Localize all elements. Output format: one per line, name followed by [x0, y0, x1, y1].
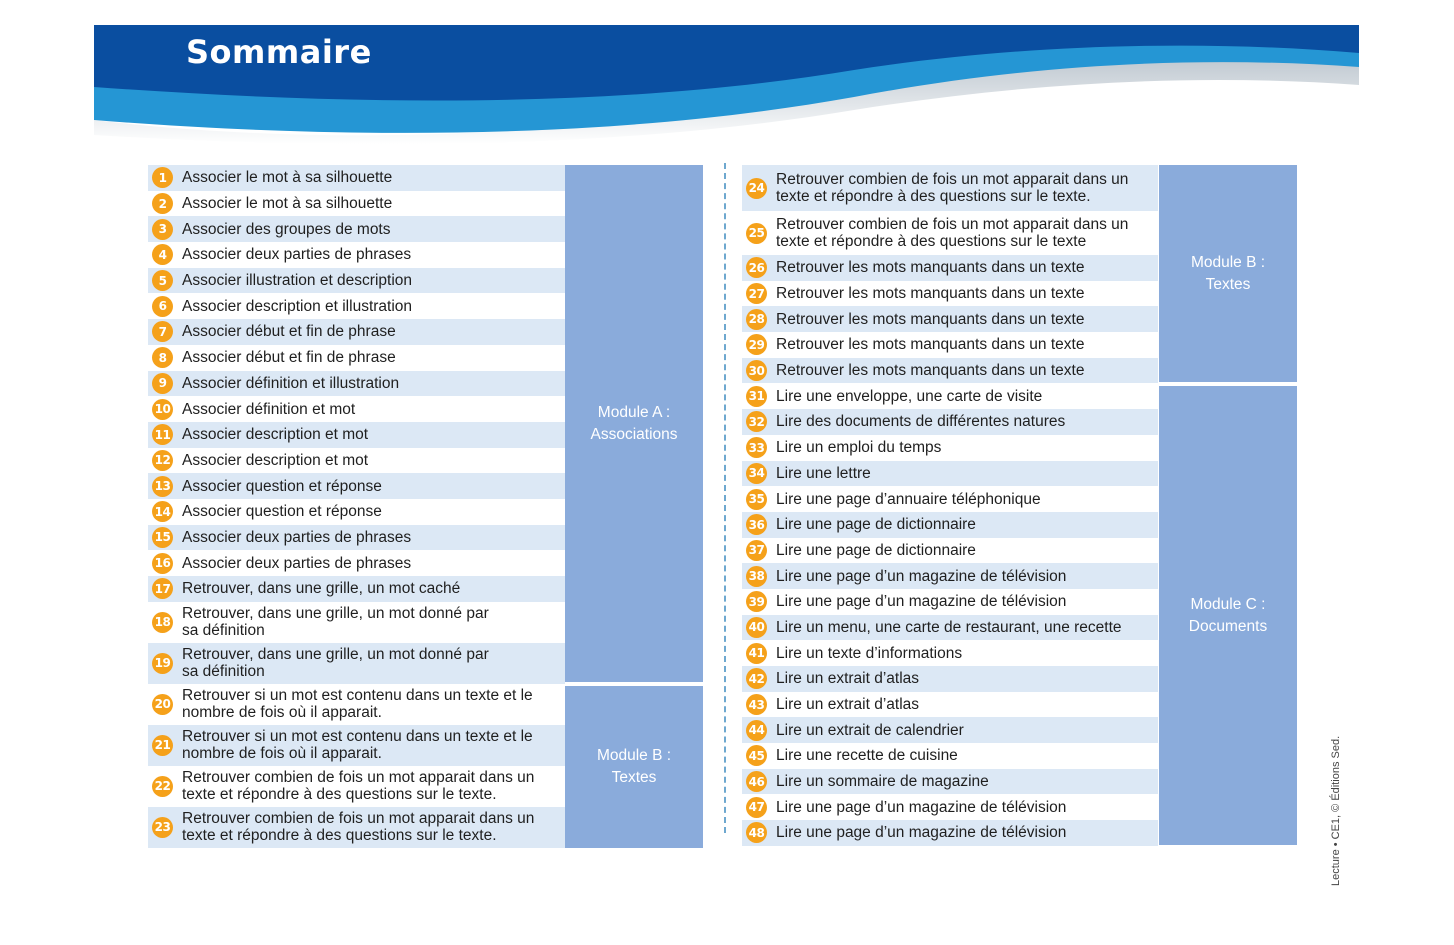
- toc-row: [742, 486, 1158, 512]
- toc-row: [742, 794, 1158, 820]
- item-title: Retrouver si un mot est contenu dans un texte et le nombre de fois où il apparait.: [182, 687, 533, 722]
- item-number-badge: 38: [746, 566, 767, 587]
- item-number-badge: 41: [746, 643, 767, 664]
- item-number-badge: 32: [746, 411, 767, 432]
- item-title: Lire des documents de différentes natures: [776, 413, 1066, 431]
- module-c-label: Module C : Documents: [1159, 386, 1297, 845]
- page-header-banner: [94, 25, 1359, 145]
- item-title: Lire un extrait d’atlas: [776, 670, 920, 688]
- toc-row: [742, 358, 1158, 384]
- item-title: Lire un extrait de calendrier: [776, 721, 964, 739]
- item-title: Retrouver combien de fois un mot apparait dans un texte et répondre à des questions sur le texte.: [182, 769, 535, 804]
- item-title: Associer deux parties de phrases: [182, 246, 412, 264]
- item-number-badge: 34: [746, 463, 767, 484]
- module-a-label: Module A : Associations: [565, 165, 703, 682]
- toc-row: [742, 512, 1158, 538]
- item-title: Associer définition et mot: [182, 400, 356, 418]
- item-title: Retrouver combien de fois un mot apparait dans un texte et répondre à des questions sur le texte: [776, 216, 1129, 250]
- item-title: Lire une page d’un magazine de télévision: [776, 593, 1067, 611]
- item-title: Associer le mot à sa silhouette: [182, 169, 393, 187]
- item-number-badge: 30: [746, 360, 767, 381]
- toc-row: [148, 473, 565, 499]
- item-number-badge: 6: [152, 296, 173, 317]
- toc-row: [148, 550, 565, 576]
- toc-row: [148, 499, 565, 525]
- item-number-badge: 2: [152, 193, 173, 214]
- item-number-badge: 31: [746, 386, 767, 407]
- toc-row: [148, 448, 565, 474]
- item-number-badge: 4: [152, 244, 173, 265]
- toc-row: [148, 576, 565, 602]
- item-title: Associer début et fin de phrase: [182, 323, 396, 341]
- item-title: Associer description et mot: [182, 426, 369, 444]
- item-title: Associer deux parties de phrases: [182, 554, 412, 572]
- item-title: Associer description et mot: [182, 451, 369, 469]
- item-number-badge: 12: [152, 450, 173, 471]
- toc-row: [742, 743, 1158, 769]
- item-number-badge: 22: [152, 776, 173, 797]
- item-number-badge: 42: [746, 668, 767, 689]
- item-number-badge: 43: [746, 694, 767, 715]
- item-title: Lire une page de dictionnaire: [776, 541, 976, 559]
- toc-row: [742, 538, 1158, 564]
- toc-row: [742, 666, 1158, 692]
- item-title: Retrouver, dans une grille, un mot caché: [182, 580, 461, 598]
- item-number-badge: 16: [152, 553, 173, 574]
- item-title: Associer question et réponse: [182, 503, 382, 521]
- item-number-badge: 35: [746, 489, 767, 510]
- toc-row: [742, 281, 1158, 307]
- toc-row: [148, 422, 565, 448]
- toc-row: [742, 461, 1158, 487]
- toc-row: [148, 216, 565, 242]
- toc-row: [742, 820, 1158, 846]
- toc-row: [148, 319, 565, 345]
- toc-row: [742, 332, 1158, 358]
- toc-row: [148, 684, 565, 725]
- item-title: Associer question et réponse: [182, 477, 382, 495]
- toc-row: [742, 211, 1158, 255]
- toc-row: [742, 640, 1158, 666]
- toc-row: [742, 409, 1158, 435]
- toc-row: [148, 242, 565, 268]
- item-number-badge: 9: [152, 373, 173, 394]
- item-number-badge: 36: [746, 514, 767, 535]
- item-number-badge: 18: [152, 612, 173, 633]
- item-number-badge: 47: [746, 797, 767, 818]
- item-title: Lire un sommaire de magazine: [776, 773, 989, 791]
- item-title: Retrouver les mots manquants dans un texte: [776, 362, 1085, 380]
- module-b-left-label: Module B : Textes: [565, 686, 703, 848]
- item-number-badge: 14: [152, 501, 173, 522]
- toc-row: [148, 268, 565, 294]
- item-title: Retrouver, dans une grille, un mot donné par sa définition: [182, 605, 489, 640]
- item-number-badge: 7: [152, 321, 173, 342]
- item-title: Retrouver les mots manquants dans un texte: [776, 285, 1085, 303]
- toc-row: [148, 807, 565, 848]
- toc-row: [148, 725, 565, 766]
- toc-row: [742, 589, 1158, 615]
- item-number-badge: 13: [152, 476, 173, 497]
- item-title: Retrouver combien de fois un mot apparait dans un texte et répondre à des questions sur le texte.: [776, 171, 1129, 205]
- item-number-badge: 29: [746, 334, 767, 355]
- toc-row: [148, 345, 565, 371]
- item-number-badge: 1: [152, 167, 173, 188]
- item-title: Lire une page d’un magazine de télévision: [776, 567, 1067, 585]
- item-number-badge: 46: [746, 771, 767, 792]
- item-title: Associer des groupes de mots: [182, 220, 391, 238]
- toc-row: [148, 293, 565, 319]
- item-number-badge: 8: [152, 347, 173, 368]
- item-number-badge: 28: [746, 309, 767, 330]
- item-title: Lire une enveloppe, une carte de visite: [776, 387, 1043, 405]
- toc-row: [742, 165, 1158, 211]
- item-number-badge: 17: [152, 578, 173, 599]
- item-number-badge: 23: [152, 817, 173, 838]
- item-title: Lire une page de dictionnaire: [776, 516, 976, 534]
- toc-row: [148, 643, 565, 684]
- item-title: Associer le mot à sa silhouette: [182, 195, 393, 213]
- item-title: Retrouver les mots manquants dans un texte: [776, 336, 1085, 354]
- item-number-badge: 26: [746, 257, 767, 278]
- item-number-badge: 10: [152, 399, 173, 420]
- item-number-badge: 45: [746, 745, 767, 766]
- item-number-badge: 24: [746, 178, 767, 199]
- item-number-badge: 40: [746, 617, 767, 638]
- item-title: Lire une lettre: [776, 464, 871, 482]
- item-title: Retrouver les mots manquants dans un texte: [776, 259, 1085, 277]
- item-title: Associer description et illustration: [182, 297, 413, 315]
- item-number-badge: 37: [746, 540, 767, 561]
- toc-row: [742, 717, 1158, 743]
- item-title: Lire une page d’annuaire téléphonique: [776, 490, 1041, 508]
- column-divider: [724, 163, 726, 833]
- page-title: Sommaire: [186, 33, 372, 71]
- item-title: Lire un emploi du temps: [776, 439, 942, 457]
- toc-row: [742, 306, 1158, 332]
- item-number-badge: 3: [152, 219, 173, 240]
- toc-row: [742, 615, 1158, 641]
- toc-row: [148, 396, 565, 422]
- item-number-badge: 27: [746, 283, 767, 304]
- toc-row: [148, 191, 565, 217]
- item-title: Lire une recette de cuisine: [776, 747, 958, 765]
- toc-row: [742, 769, 1158, 795]
- item-title: Lire un extrait d’atlas: [776, 696, 920, 714]
- item-title: Lire un texte d’informations: [776, 644, 963, 662]
- item-title: Lire une page d’un magazine de télévision: [776, 798, 1067, 816]
- toc-row: [742, 435, 1158, 461]
- item-number-badge: 19: [152, 653, 173, 674]
- item-title: Retrouver les mots manquants dans un texte: [776, 310, 1085, 328]
- item-title: Associer deux parties de phrases: [182, 528, 412, 546]
- item-number-badge: 20: [152, 694, 173, 715]
- toc-row: [742, 383, 1158, 409]
- item-number-badge: 44: [746, 720, 767, 741]
- toc-row: [742, 255, 1158, 281]
- item-title: Associer début et fin de phrase: [182, 349, 396, 367]
- item-number-badge: 5: [152, 270, 173, 291]
- item-number-badge: 39: [746, 591, 767, 612]
- module-b-right-label: Module B : Textes: [1159, 165, 1297, 382]
- footer-credit: Lecture • CE1, © Éditions Sed.: [1330, 735, 1342, 886]
- toc-row: [742, 692, 1158, 718]
- item-number-badge: 48: [746, 822, 767, 843]
- left-toc-list: [148, 165, 565, 848]
- item-title: Associer illustration et description: [182, 272, 413, 290]
- item-title: Retrouver, dans une grille, un mot donné par sa définition: [182, 646, 489, 681]
- item-number-badge: 15: [152, 527, 173, 548]
- item-title: Retrouver si un mot est contenu dans un texte et le nombre de fois où il apparait.: [182, 728, 533, 763]
- toc-row: [742, 563, 1158, 589]
- toc-row: [148, 602, 565, 643]
- right-toc-list: [742, 165, 1158, 846]
- item-title: Lire un menu, une carte de restaurant, une recette: [776, 618, 1122, 636]
- item-number-badge: 21: [152, 735, 173, 756]
- toc-row: [148, 525, 565, 551]
- item-number-badge: 33: [746, 437, 767, 458]
- item-title: Associer définition et illustration: [182, 374, 400, 392]
- toc-row: [148, 165, 565, 191]
- toc-row: [148, 371, 565, 397]
- item-number-badge: 25: [746, 223, 767, 244]
- item-number-badge: 11: [152, 424, 173, 445]
- toc-row: [148, 766, 565, 807]
- item-title: Lire une page d’un magazine de télévision: [776, 824, 1067, 842]
- item-title: Retrouver combien de fois un mot apparait dans un texte et répondre à des questions sur le texte.: [182, 810, 535, 845]
